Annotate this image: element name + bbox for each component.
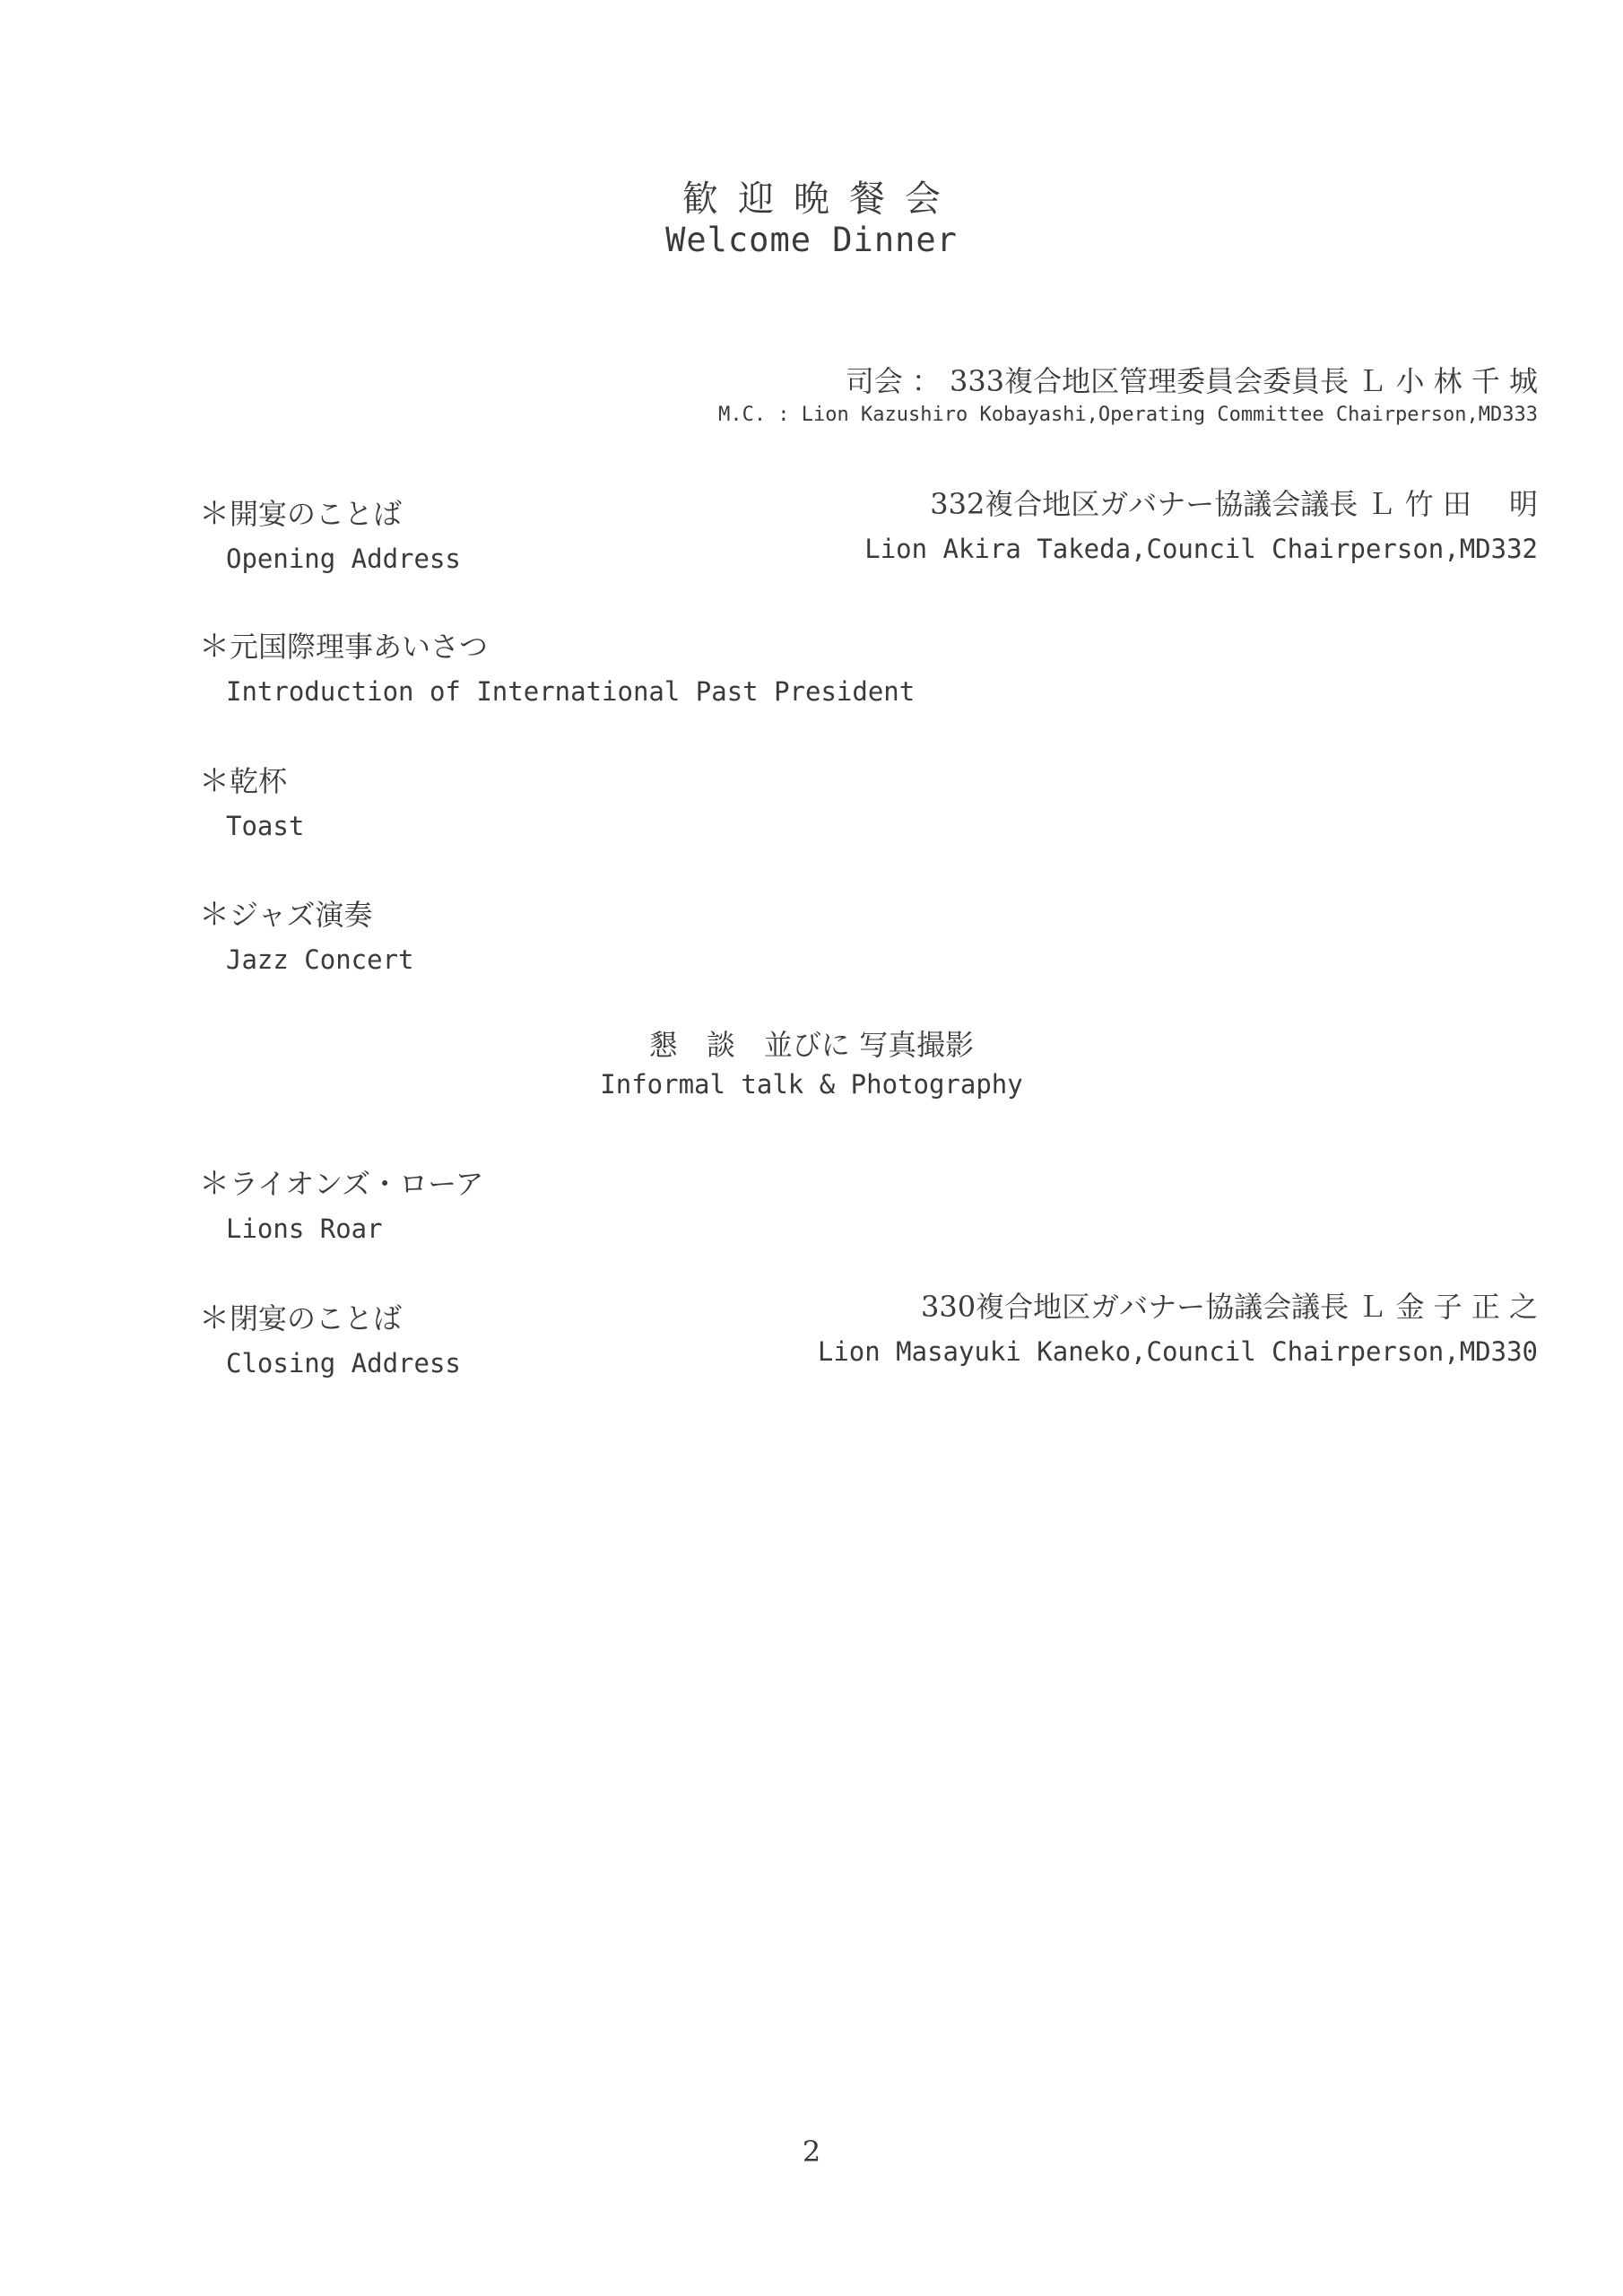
program-item-lions-roar	[199, 1159, 1544, 1244]
program-item-label-en: Toast	[226, 811, 305, 841]
program-item-label-ja: ジャズ演奏	[230, 898, 373, 932]
program-item-toast	[199, 756, 1544, 841]
page-number: 2	[802, 2135, 821, 2169]
bullet-asterisk: ＊	[199, 496, 230, 532]
mc-english: M.C. : Lion Kazushiro Kobayashi,Operating Committee Chairperson,MD333	[718, 404, 1538, 426]
speaker-name-en: Lion Masayuki Kaneko,Council Chairperson,MD330	[817, 1336, 1538, 1367]
mc-japanese: 司会 ： 333複合地区管理委員会委員長 Ｌ 小 林 千 城	[845, 364, 1538, 398]
speaker-name-en: Lion Akira Takeda,Council Chairperson,MD332	[864, 534, 1538, 564]
bullet-asterisk: ＊	[199, 1300, 230, 1336]
bullet-asterisk: ＊	[199, 763, 230, 799]
speaker-opening	[864, 482, 1538, 564]
title-english: Welcome Dinner	[665, 221, 958, 259]
program-item-label-en: Introduction of International Past President	[226, 676, 916, 707]
program-item-label-ja: ライオンズ・ローア	[230, 1167, 484, 1201]
bullet-asterisk: ＊	[199, 629, 230, 665]
program-item-label-en: Jazz Concert	[226, 944, 414, 975]
bullet-asterisk: ＊	[199, 1166, 230, 1202]
program-item-introduction	[199, 622, 1544, 707]
program-item-label-ja: 閉宴のことば	[230, 1301, 403, 1335]
speaker-name-ja: 332複合地区ガバナー協議会議長 Ｌ 竹 田 明	[930, 487, 1538, 521]
bullet-asterisk: ＊	[199, 897, 230, 933]
speaker-name-ja: 330複合地区ガバナー協議会議長 Ｌ 金 子 正 之	[921, 1290, 1538, 1324]
program-item-label-en: Closing Address	[226, 1348, 461, 1378]
program-item-label-ja: 元国際理事あいさつ	[230, 630, 489, 664]
interlude-english: Informal talk & Photography	[600, 1069, 1023, 1100]
title-japanese: 歓迎晩餐会	[682, 178, 960, 220]
program-item-label-en: Lions Roar	[226, 1213, 383, 1244]
program-item-label-ja: 乾杯	[230, 764, 288, 798]
program-item-jazz-concert	[199, 890, 1544, 975]
program-item-label-ja: 開宴のことば	[230, 497, 403, 531]
interlude-japanese: 懇 談 並びに 写真撮影	[648, 1028, 975, 1062]
speaker-closing	[818, 1284, 1538, 1367]
program-item-label-en: Opening Address	[226, 544, 461, 574]
